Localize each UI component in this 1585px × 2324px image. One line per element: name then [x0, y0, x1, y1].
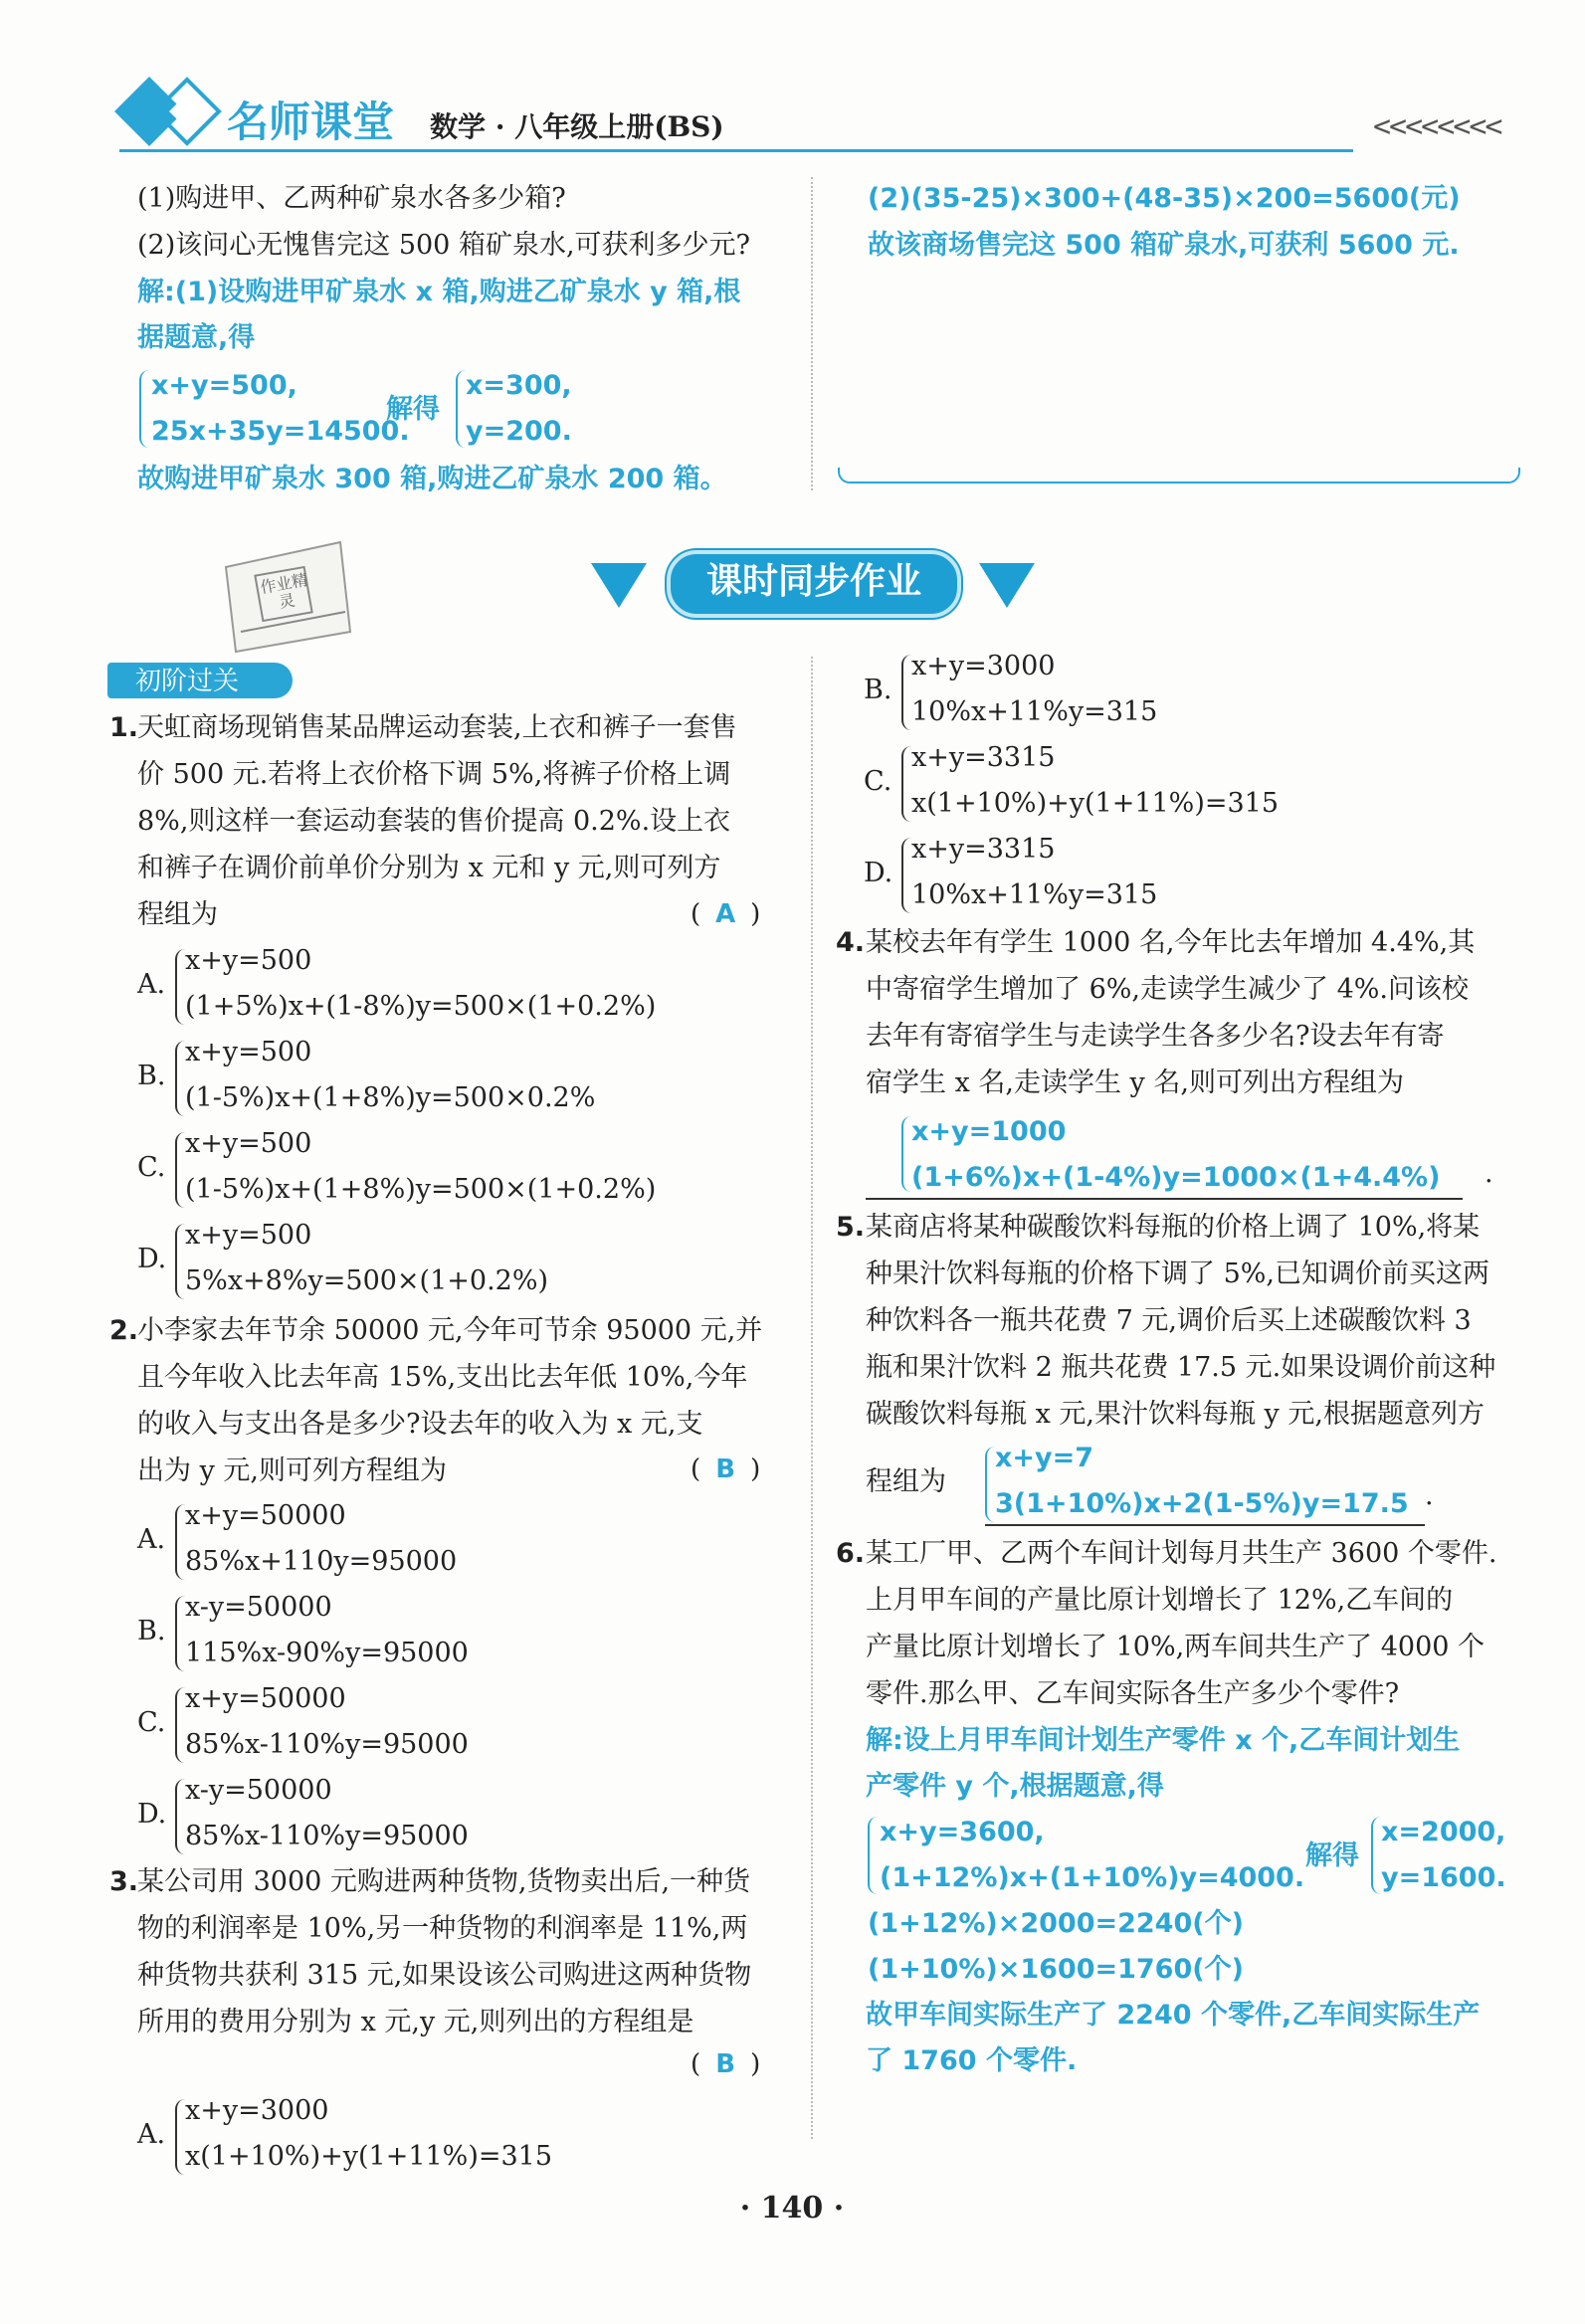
solution-line: 据题意,得	[137, 322, 256, 353]
q-line: 小李家去年节余 50000 元,今年可节余 95000 元,并	[137, 1315, 763, 1346]
answer: A	[715, 899, 736, 929]
option-eq: x+y=500	[185, 1128, 312, 1159]
q-line: 零件.那么甲、乙车间实际各生产多少个零件?	[866, 1678, 1400, 1709]
solution-line: 产零件 y 个,根据题意,得	[866, 1771, 1164, 1802]
q-line: 某商店将某种碳酸饮料每瓶的价格上调了 10%,将某	[866, 1212, 1481, 1243]
option-label: D.	[137, 1244, 167, 1274]
answer-eq: (1+6%)x+(1-4%)y=1000×(1+4.4%)	[911, 1162, 1441, 1193]
q-line: 和裤子在调价前单价分别为 x 元和 y 元,则可列方	[137, 853, 721, 883]
option-eq: (1-5%)x+(1+8%)y=500×0.2%	[185, 1082, 596, 1113]
option-label: D.	[137, 1799, 167, 1830]
question-number: 5.	[836, 1212, 866, 1243]
q-line: 某公司用 3000 元购进两种货物,货物卖出后,一种货	[137, 1866, 751, 1897]
solve-word: 解得	[386, 394, 440, 425]
answer-eq: x+y=7	[995, 1443, 1094, 1473]
answer-bracket: ( B )	[691, 1454, 761, 1484]
left-arrow-icon	[589, 553, 649, 613]
question-number: 2.	[109, 1315, 139, 1346]
q-line: (1)购进甲、乙两种矿泉水各多少箱?	[137, 183, 566, 214]
solution-line: 故该商场售完这 500 箱矿泉水,可获利 5600 元.	[868, 230, 1460, 261]
calc-line: (1+10%)×1600=1760(个)	[868, 1954, 1244, 1985]
option-eq: 85%x-110%y=95000	[185, 1729, 469, 1760]
answer: B	[715, 2049, 736, 2079]
option-eq: 10%x+11%y=315	[911, 696, 1158, 727]
period: .	[1485, 1158, 1493, 1189]
q-line: 中寄宿学生增加了 6%,走读学生减少了 4%.问该校	[866, 974, 1469, 1005]
answer-eq: 3(1+10%)x+2(1-5%)y=17.5	[995, 1488, 1409, 1519]
q-line: 程组为	[866, 1466, 946, 1497]
q-line: 所用的费用分别为 x 元,y 元,则列出的方程组是	[137, 2007, 694, 2037]
option-label: A.	[137, 1524, 166, 1555]
right-arrow-icon	[977, 553, 1037, 613]
q-line: 碳酸饮料每瓶 x 元,果汁饮料每瓶 y 元,根据题意列方	[866, 1399, 1485, 1430]
q-line: 物的利润率是 10%,另一种货物的利润率是 11%,两	[137, 1913, 748, 1944]
header-rule	[119, 149, 1353, 152]
option-label: A.	[137, 2119, 166, 2150]
option-label: A.	[137, 969, 166, 1000]
option-eq: x+y=50000	[185, 1500, 346, 1531]
option-eq: 10%x+11%y=315	[911, 879, 1158, 910]
option-label: C.	[137, 1152, 166, 1183]
option-eq: 85%x+110y=95000	[185, 1546, 458, 1577]
option-eq: 5%x+8%y=500×(1+0.2%)	[185, 1265, 549, 1296]
q-line: 上月甲车间的产量比原计划增长了 12%,乙车间的	[866, 1585, 1454, 1616]
q-line: 某校去年有学生 1000 名,今年比去年增加 4.4%,其	[866, 927, 1476, 958]
option-label: B.	[137, 1061, 166, 1091]
option-label: C.	[137, 1707, 166, 1738]
header-subtitle: 数学 · 八年级上册(BS)	[430, 110, 724, 143]
option-eq: 115%x-90%y=95000	[185, 1638, 469, 1668]
page-number: · 140 ·	[739, 2191, 845, 2226]
equation: x+y=500,	[151, 370, 297, 401]
option-label: C.	[864, 766, 892, 797]
header-arrows: <<<<<<<<	[1373, 109, 1501, 144]
question-number: 1.	[109, 712, 139, 743]
solution-line: 解:(1)设购进甲矿泉水 x 箱,购进乙矿泉水 y 箱,根	[137, 277, 741, 307]
period: .	[1425, 1480, 1434, 1511]
q-line: 种果汁饮料每瓶的价格下调了 5%,已知调价前买这两	[866, 1259, 1489, 1289]
question-number: 6.	[836, 1538, 866, 1569]
q-line: (2)该问心无愧售完这 500 箱矿泉水,可获利多少元?	[137, 230, 751, 261]
equation: y=1600.	[1381, 1862, 1506, 1893]
solution-line: 解:设上月甲车间计划生产零件 x 个,乙车间计划生	[866, 1725, 1461, 1756]
q-line: 价 500 元.若将上衣价格下调 5%,将裤子价格上调	[137, 759, 731, 790]
option-label: D.	[864, 858, 893, 888]
option-eq: x(1+10%)+y(1+11%)=315	[185, 2141, 553, 2172]
equation: (1+12%)x+(1+10%)y=4000.	[880, 1862, 1305, 1893]
equation: 25x+35y=14500.	[151, 416, 410, 447]
option-eq: x+y=500	[185, 945, 312, 976]
option-eq: x+y=50000	[185, 1683, 346, 1714]
q-line: 且今年收入比去年高 15%,支出比去年低 10%,今年	[137, 1362, 748, 1393]
equation: x+y=3600,	[880, 1817, 1045, 1847]
column-divider-top	[811, 177, 813, 490]
equation: y=200.	[466, 416, 572, 447]
q-line: 天虹商场现销售某品牌运动套装,上衣和裤子一套售	[137, 712, 737, 743]
conclusion: 故甲车间实际生产了 2240 个零件,乙车间实际生产	[866, 2000, 1481, 2031]
option-eq: x(1+10%)+y(1+11%)=315	[911, 788, 1280, 819]
q-line: 种饮料各一瓶共花费 7 元,调价后买上述碳酸饮料 3	[866, 1305, 1472, 1336]
option-eq: x+y=500	[185, 1220, 312, 1251]
level-tag-label: 初阶过关	[135, 667, 240, 696]
header-brand: 名师课堂	[227, 97, 395, 146]
answer-eq: x+y=1000	[911, 1116, 1067, 1147]
option-label: B.	[137, 1616, 166, 1646]
equation: x=2000,	[1381, 1817, 1506, 1847]
box-bottom-rule	[838, 468, 1520, 484]
q-line: 的收入与支出各是多少?设去年的收入为 x 元,支	[137, 1409, 703, 1440]
column-divider	[811, 657, 813, 2139]
q-line: 产量比原计划增长了 10%,两车间共生产了 4000 个	[866, 1632, 1486, 1662]
answer: B	[715, 1454, 736, 1484]
option-eq: x-y=50000	[185, 1775, 332, 1806]
option-eq: (1-5%)x+(1+8%)y=500×(1+0.2%)	[185, 1174, 657, 1205]
option-eq: x+y=3000	[185, 2095, 329, 2126]
option-eq: x+y=3315	[911, 834, 1056, 865]
question-number: 4.	[836, 927, 866, 958]
calc-line: (1+12%)×2000=2240(个)	[868, 1908, 1244, 1939]
section-title: 课时同步作业	[705, 561, 921, 602]
stamp-text: 作业精灵	[259, 570, 309, 613]
option-eq: x+y=3315	[911, 742, 1056, 773]
q-line: 8%,则这样一套运动套装的售价提高 0.2%.设上衣	[137, 806, 731, 837]
answer-bracket: ( B )	[691, 2049, 761, 2079]
equation: x=300,	[466, 370, 572, 401]
q-line: 某工厂甲、乙两个车间计划每月共生产 3600 个零件.	[866, 1538, 1497, 1569]
question-number: 3.	[109, 1866, 139, 1897]
q-line: 出为 y 元,则可列方程组为	[137, 1455, 448, 1486]
option-label: B.	[864, 675, 892, 705]
option-eq: x+y=3000	[911, 651, 1056, 681]
option-eq: x-y=50000	[185, 1592, 332, 1623]
option-eq: (1+5%)x+(1-8%)y=500×(1+0.2%)	[185, 991, 657, 1022]
solution-line: (2)(35-25)×300+(48-35)×200=5600(元)	[868, 183, 1461, 214]
conclusion: 了 1760 个零件.	[866, 2045, 1078, 2076]
conclusion: 故购进甲矿泉水 300 箱,购进乙矿泉水 200 箱。	[137, 464, 727, 494]
option-eq: 85%x-110%y=95000	[185, 1821, 469, 1851]
answer-bracket: ( A )	[691, 899, 761, 929]
q-line: 种货物共获利 315 元,如果设该公司购进这两种货物	[137, 1960, 752, 1991]
q-line: 宿学生 x 名,走读学生 y 名,则可列出方程组为	[866, 1067, 1404, 1098]
q-line: 去年有寄宿学生与走读学生各多少名?设去年有寄	[866, 1021, 1445, 1052]
option-eq: x+y=500	[185, 1037, 312, 1067]
q-line: 瓶和果汁饮料 2 瓶共花费 17.5 元.如果设调价前这种	[866, 1352, 1496, 1383]
solve-word: 解得	[1305, 1840, 1359, 1871]
q-line: 程组为	[137, 899, 218, 930]
